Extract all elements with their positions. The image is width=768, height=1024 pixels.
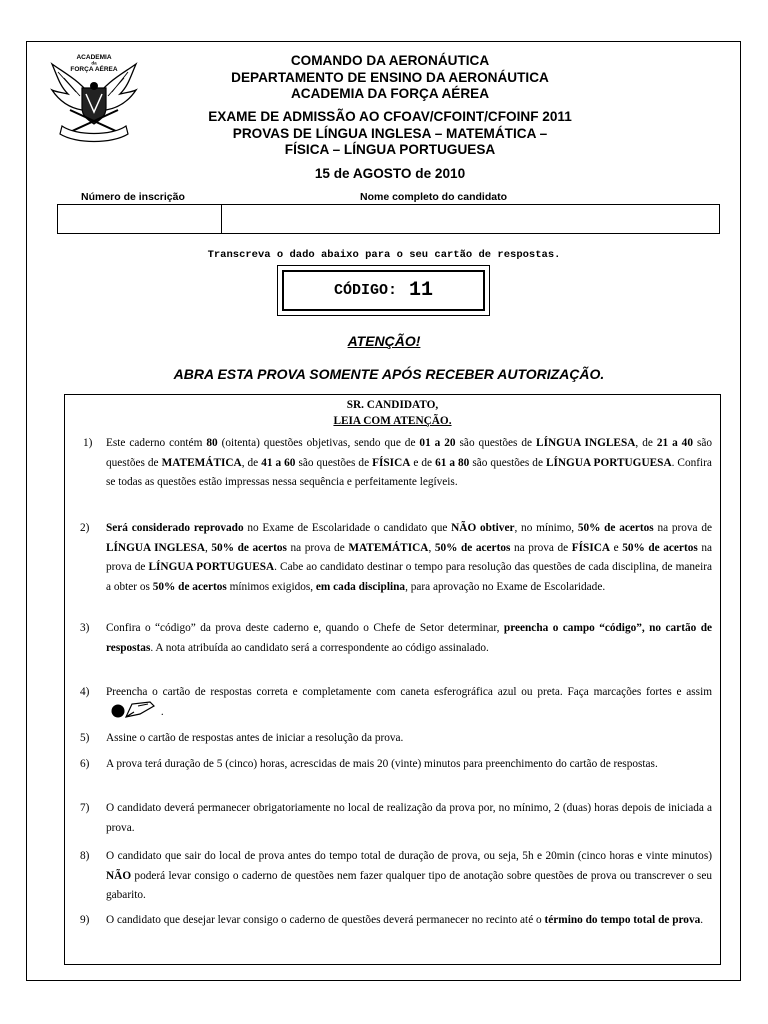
instruction-text: A prova terá duração de 5 (cinco) horas, acrescidas de mais 20 (vinte) minutos para preenchimento do cartão de respostas. — [106, 758, 658, 770]
instruction-text: O candidato que sair do local de prova antes do tempo total de duração de prova, ou seja, 5h e 20min (cinco horas e vinte minutos) NÃO poderá levar consigo o caderno de questões nem fazer qualquer tipo de anotação sobre questões de prova ou transcrever o seu gabarito. — [106, 850, 712, 901]
exam-code-label: CÓDIGO: — [333, 282, 397, 299]
exam-subjects-line-1: PROVAS DE LÍNGUA INGLESA – MATEMÁTICA – — [232, 125, 548, 141]
instruction-text: Será considerado reprovado no Exame de Escolaridade o candidato que NÃO obtiver, no mínimo, 50% de acertos na prova de LÍNGUA INGLESA, 50% de acertos na prova de MATEMÁTICA, 50% de acertos na prova de FÍSICA e 50% de acertos na prova de LÍNGUA PORTUGUESA. Cabe ao candidato destinar o tempo para resolução das questões de cada disciplina, de maneira a obter os 50% de acertos mínimos exigidos, em cada disciplina, para aprovação no Exame de Escolaridade. — [106, 522, 713, 593]
exam-subjects-line-2: FÍSICA – LÍNGUA PORTUGUESA — [284, 142, 496, 157]
nome-field[interactable] — [223, 205, 719, 233]
instruction-text: Assine o cartão de respostas antes de iniciar a resolução da prova. — [106, 732, 404, 744]
header-line-1: COMANDO DA AERONÁUTICA — [290, 53, 490, 68]
attention-heading: ATENÇÃO! — [347, 333, 421, 349]
transcribe-instruction: Transcreva o dado abaixo para o seu cartão de respostas. — [207, 249, 561, 261]
exam-header — [130, 109, 650, 159]
filled-bubble-pen-icon — [110, 700, 156, 720]
exam-date: 15 de AGOSTO de 2010 — [314, 166, 466, 181]
institution-header — [130, 53, 650, 103]
header-line-3: ACADEMIA DA FORÇA AÉREA — [290, 86, 490, 101]
instructions-box — [64, 394, 721, 965]
instruction-text: Este caderno contém 80 (oitenta) questões objetivas, sendo que de 01 a 20 são questões de LÍNGUA INGLESA, de 21 a 40 são questões de MATEMÁTICA, de 41 a 60 são questões de FÍSICA e de 61 a 80 são questões de LÍNGUA PORTUGUESA. Confira se todas as questões estão impressas nessa sequência e perfeitamente legíveis. — [106, 437, 712, 488]
instruction-number: 7) — [80, 802, 90, 814]
instruction-number: 9) — [80, 914, 90, 926]
inscricao-field[interactable] — [58, 205, 221, 233]
instruction-number: 2) — [80, 522, 90, 534]
instruction-text: Preencha o cartão de respostas correta e completamente com caneta esferográfica azul ou preta. Faça marcações fortes e assim . — [106, 683, 712, 722]
instruction-number: 4) — [80, 686, 90, 698]
nome-label: Nome completo do candidato — [360, 191, 508, 203]
instruction-number: 6) — [80, 758, 90, 770]
crest-text-mid: da — [91, 60, 97, 66]
academy-crest-logo — [48, 52, 140, 144]
crest-text-top: ACADEMIA — [76, 54, 112, 61]
open-only-warning: ABRA ESTA PROVA SOMENTE APÓS RECEBER AUTORIZAÇÃO. — [173, 366, 605, 382]
exam-code-inner-box — [282, 270, 485, 311]
instruction-text: O candidato que desejar levar consigo o caderno de questões deverá permanecer no recinto até o término do tempo total de prova. — [106, 914, 704, 926]
registration-box — [57, 204, 720, 234]
instructions-subtitle: LEIA COM ATENÇÃO. — [333, 415, 452, 427]
instruction-number: 1) — [83, 437, 93, 449]
exam-code-box — [277, 265, 490, 316]
instruction-number: 5) — [80, 732, 90, 744]
instruction-number: 8) — [80, 850, 90, 862]
registration-divider — [221, 205, 222, 233]
instruction-text: Confira o “código” da prova deste caderno e, quando o Chefe de Setor determinar, preencha o campo “código”, no cartão de respostas. A nota atribuída ao candidato será a correspondente ao código assinalado. — [106, 622, 712, 654]
instructions-title: SR. CANDIDATO, — [346, 399, 439, 411]
exam-title: EXAME DE ADMISSÃO AO CFOAV/CFOINT/CFOINF 2011 — [208, 109, 572, 124]
inscricao-label: Número de inscrição — [81, 191, 185, 203]
instruction-number: 3) — [80, 622, 90, 634]
crest-text-bottom: FORÇA AÉREA — [70, 66, 118, 73]
exam-code-number: 11 — [409, 279, 434, 302]
instruction-text: O candidato deverá permanecer obrigatoriamente no local de realização da prova por, no mínimo, 2 (duas) horas depois de iniciada a prova. — [106, 802, 712, 834]
header-line-2: DEPARTAMENTO DE ENSINO DA AERONÁUTICA — [231, 69, 549, 85]
